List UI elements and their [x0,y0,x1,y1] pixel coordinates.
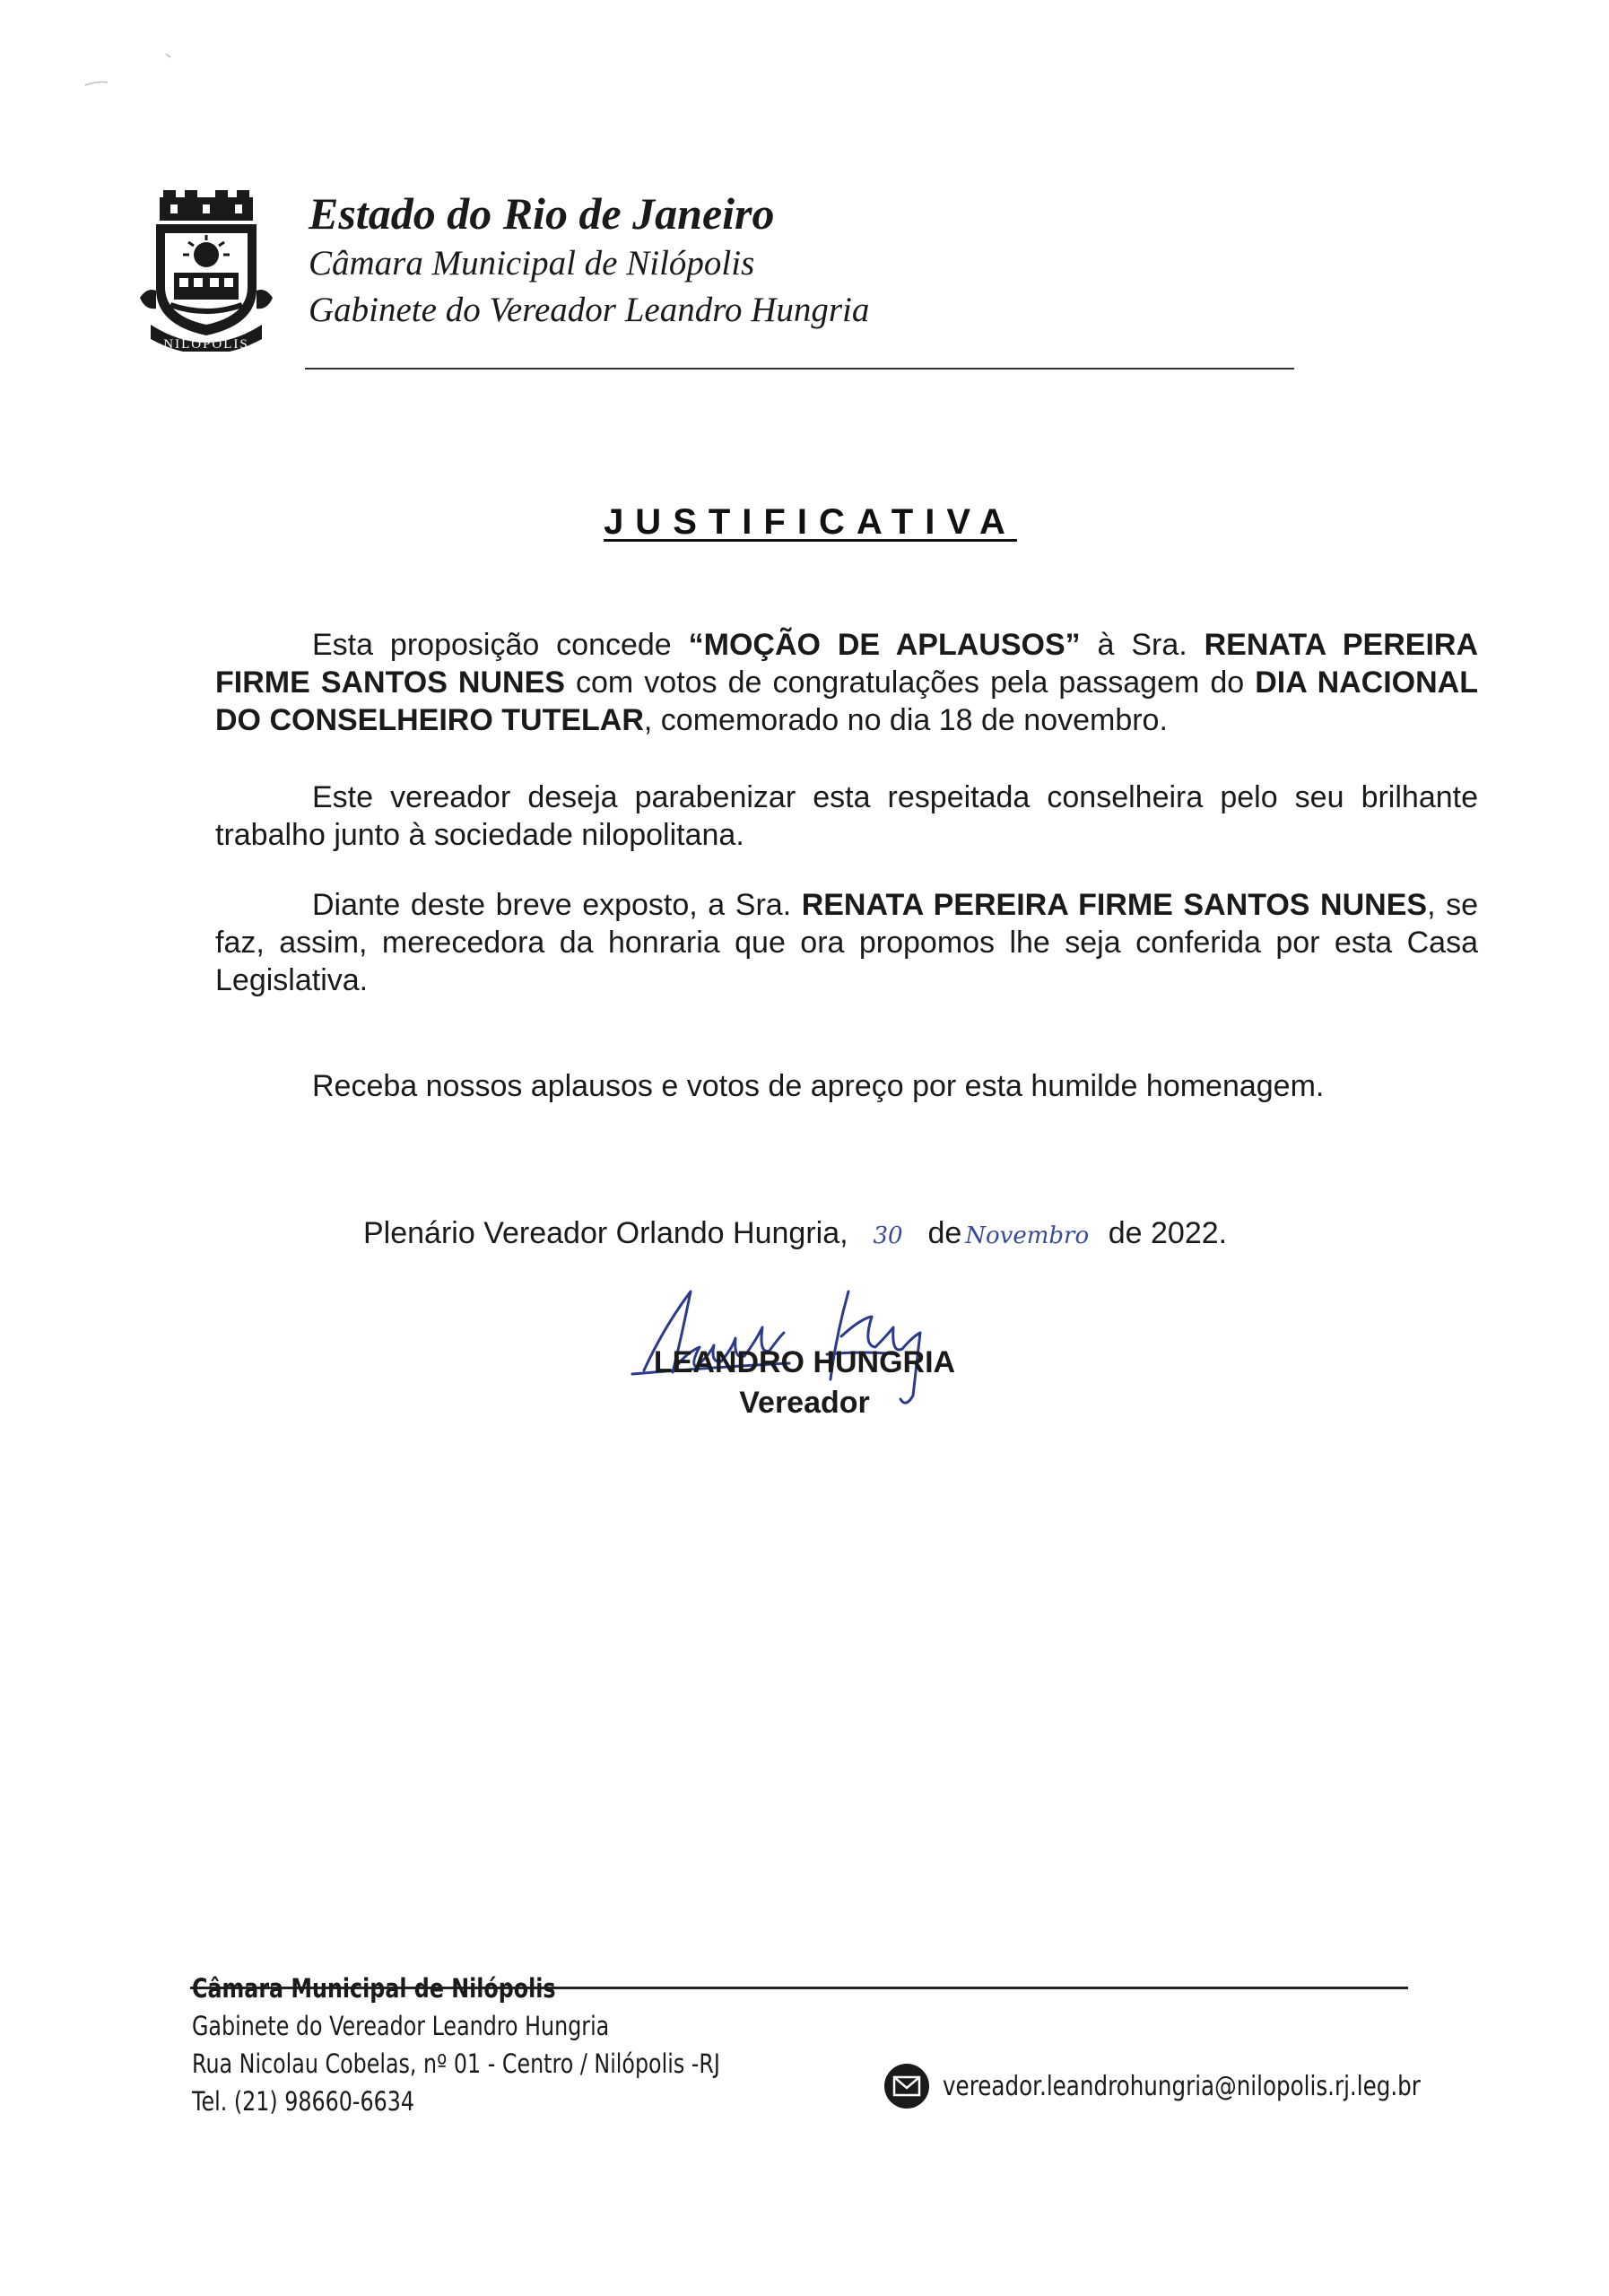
date-year: de 2022. [1108,1216,1228,1250]
document-title: JUSTIFICATIVA [604,502,1017,542]
scan-artifact [81,45,188,99]
date-line [363,1216,1227,1251]
handwritten-day: 30 [873,1222,903,1249]
paragraph-2: Este vereador deseja parabenizar esta respeitada conselheira pelo seu brilhante trabalho junto à sociedade nilopolitana. [215,780,1478,852]
header-divider [305,368,1294,370]
footer-phone: Tel. (21) 98660-6634 [192,2086,414,2117]
header-office: Gabinete do Vereador Leandro Hungria [309,291,870,329]
header-chamber: Câmara Municipal de Nilópolis [309,244,755,283]
paragraph-4: Receba nossos aplausos e votos de apreço por esta humilde homenagem. [312,1069,1325,1103]
honoree-name: RENATA PEREIRA FIRME SANTOS NUNES [801,888,1428,922]
handwritten-month: Novembro [965,1222,1090,1249]
motion-name: “MOÇÃO DE APLAUSOS” [688,628,1081,662]
footer-contact [192,1970,720,2120]
commemoration-name: DIA NACIONAL DO CONSELHEIRO TUTELAR [215,665,1479,737]
footer-office: Gabinete do Vereador Leandro Hungria [192,2011,610,2041]
plenary-place: Plenário Vereador Orlando Hungria, [363,1216,848,1250]
envelope-icon [883,2063,930,2109]
footer-org: Câmara Municipal de Nilópolis [192,1973,556,2004]
letterhead [309,187,869,334]
svg-text:NILÓPOLIS: NILÓPOLIS [163,337,249,352]
date-de: de [927,1216,962,1250]
header-state: Estado do Rio de Janeiro [309,188,775,239]
signer-name: LEANDRO HUNGRIA [653,1345,956,1379]
signer-role: Vereador [739,1386,870,1420]
paragraph-1: Esta proposição concede “MOÇÃO DE APLAUSOS” à Sra. RENATA PEREIRA FIRME SANTOS NUNES com votos de congratulações pela passagem do DIA NACIONAL DO CONSELHEIRO TUTELAR, comemorado no dia 18 de novembro. [215,628,1479,737]
footer-email [883,2063,1526,2109]
email-address[interactable]: vereador.leandrohungria@nilopolis.rj.leg.br [943,2070,1421,2102]
municipal-crest-icon [135,190,278,352]
paragraph-3: Diante deste breve exposto, a Sra. RENATA PEREIRA FIRME SANTOS NUNES, se faz, assim, merecedora da honraria que ora propomos lhe seja conferida por esta Casa Legislativa. [215,888,1478,997]
honoree-name: RENATA PEREIRA FIRME SANTOS NUNES [215,628,1479,700]
footer-address: Rua Nicolau Cobelas, nº 01 - Centro / Nilópolis -RJ [192,2048,720,2079]
